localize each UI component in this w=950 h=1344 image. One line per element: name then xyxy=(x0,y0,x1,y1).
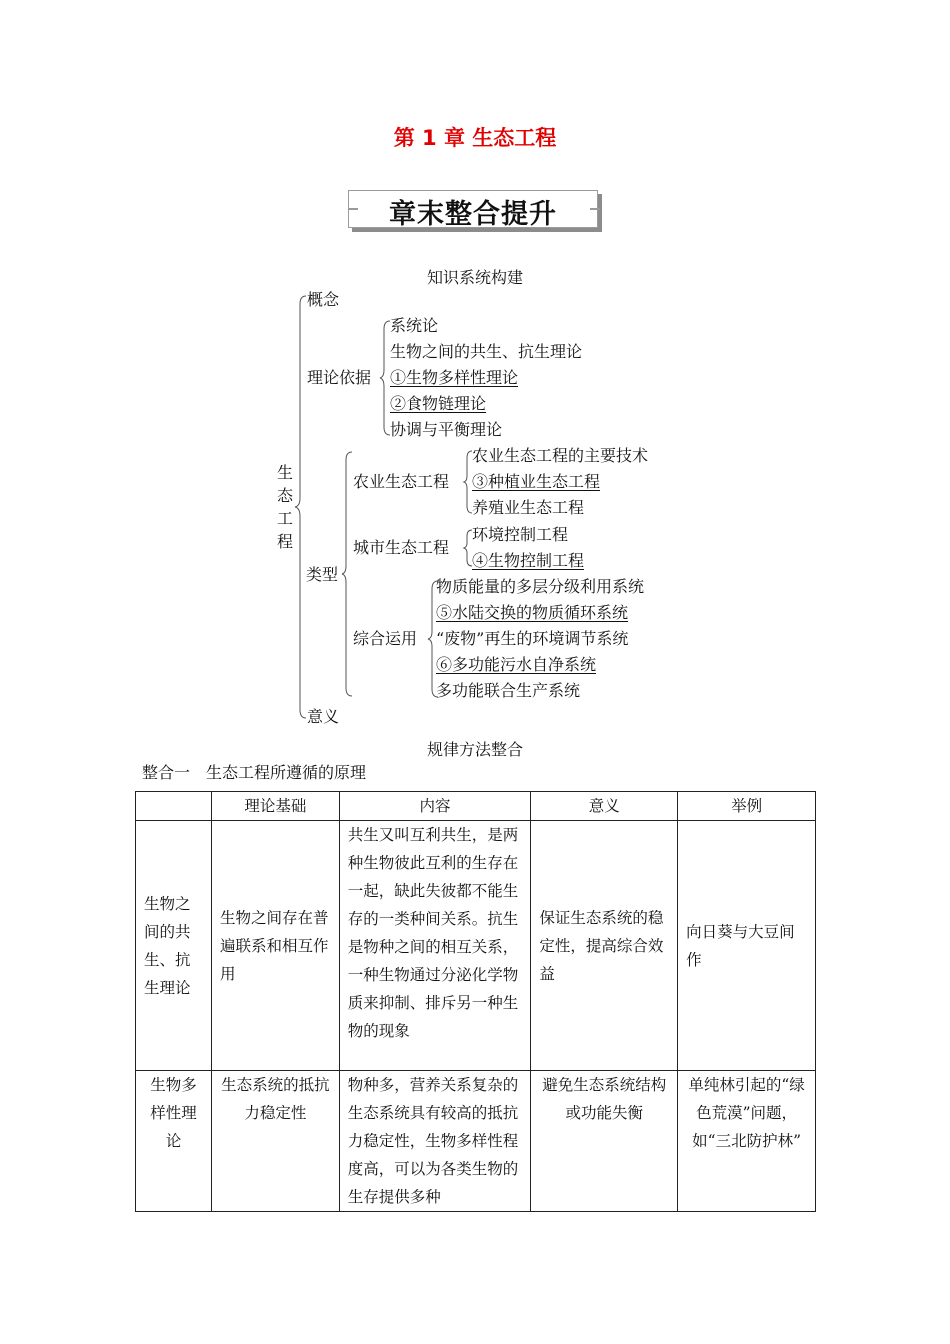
theory-name-cell: 生物多样性理论 xyxy=(136,1071,212,1212)
theory-example-cell: 单纯林引起的“绿色荒漠”问题，如“三北防护林” xyxy=(678,1071,816,1212)
agri-brace xyxy=(464,451,472,513)
urban-item-blank-4: ④生物控制工程 xyxy=(472,551,585,570)
principles-table xyxy=(135,791,816,1212)
theory-name-cell: 生物之间的共生、抗生理论 xyxy=(136,821,212,1071)
theory-item: 系统论 xyxy=(390,316,439,335)
node-theory: 理论依据 xyxy=(307,368,372,387)
types-brace xyxy=(342,452,352,696)
node-types: 类型 xyxy=(306,565,339,584)
table-row xyxy=(136,821,816,1071)
chapter-title: 第 1 章 生态工程 xyxy=(393,126,557,150)
table-header-cell: 内容 xyxy=(339,792,531,821)
integrated-item-blank-6: ⑥多功能污水自净系统 xyxy=(436,655,597,674)
agri-item-blank-3: ③种植业生态工程 xyxy=(472,472,601,491)
root-brace xyxy=(295,296,306,718)
theory-item-blank-2: ②食物链理论 xyxy=(390,394,487,413)
integrated-item: “废物”再生的环境调节系统 xyxy=(436,629,629,648)
node-integrated: 综合运用 xyxy=(353,629,418,648)
node-concept: 概念 xyxy=(307,290,340,309)
theory-content-cell: 共生又叫互利共生，是两种生物彼此互利的生存在一起，缺此失彼都不能生存的一类种间关系。抗生是物种之间的相互关系，一种生物通过分泌化学物质来抑制、排斥另一种生物的现象 xyxy=(339,821,531,1071)
theory-brace xyxy=(380,321,390,435)
theory-example-cell: 向日葵与大豆间作 xyxy=(678,821,816,1071)
theory-item: 生物之间的共生、抗生理论 xyxy=(390,342,583,361)
node-agri: 农业生态工程 xyxy=(353,472,450,491)
table-header-cell xyxy=(136,792,212,821)
methods-subtitle: 整合一 生态工程所遵循的原理 xyxy=(142,763,367,782)
table-header-cell: 理论基础 xyxy=(211,792,339,821)
agri-item: 农业生态工程的主要技术 xyxy=(472,446,649,465)
integrated-item-blank-5: ⑤水陆交换的物质循环系统 xyxy=(436,603,629,622)
node-urban: 城市生态工程 xyxy=(353,538,450,557)
theory-basis-cell: 生态系统的抵抗力稳定性 xyxy=(211,1071,339,1212)
theory-item: 协调与平衡理论 xyxy=(390,420,503,439)
table-header-row xyxy=(136,792,816,821)
mindmap-section-title: 知识系统构建 xyxy=(426,268,523,287)
node-meaning: 意义 xyxy=(307,707,340,726)
table-header-cell: 意义 xyxy=(531,792,678,821)
table-row xyxy=(136,1071,816,1212)
theory-meaning-cell: 避免生态系统结构或功能失衡 xyxy=(531,1071,678,1212)
urban-item: 环境控制工程 xyxy=(472,525,569,544)
integrated-item: 物质能量的多层分级利用系统 xyxy=(436,577,645,596)
urban-brace xyxy=(464,530,472,566)
banner-title: 章末整合提升 xyxy=(389,199,557,230)
agri-item: 养殖业生态工程 xyxy=(472,498,585,517)
methods-section-title: 规律方法整合 xyxy=(426,740,523,759)
theory-meaning-cell: 保证生态系统的稳定性，提高综合效益 xyxy=(531,821,678,1071)
integrated-item: 多功能联合生产系统 xyxy=(436,681,581,700)
theory-item-blank-1: ①生物多样性理论 xyxy=(390,368,519,387)
theory-content-cell: 物种多，营养关系复杂的生态系统具有较高的抵抗力稳定性，生物多样性程度高，可以为各类生物的生存提供多种 xyxy=(339,1071,531,1212)
table-header-cell: 举例 xyxy=(678,792,816,821)
mindmap-root: 生态工程 xyxy=(277,463,294,551)
theory-basis-cell: 生物之间存在普遍联系和相互作用 xyxy=(211,821,339,1071)
